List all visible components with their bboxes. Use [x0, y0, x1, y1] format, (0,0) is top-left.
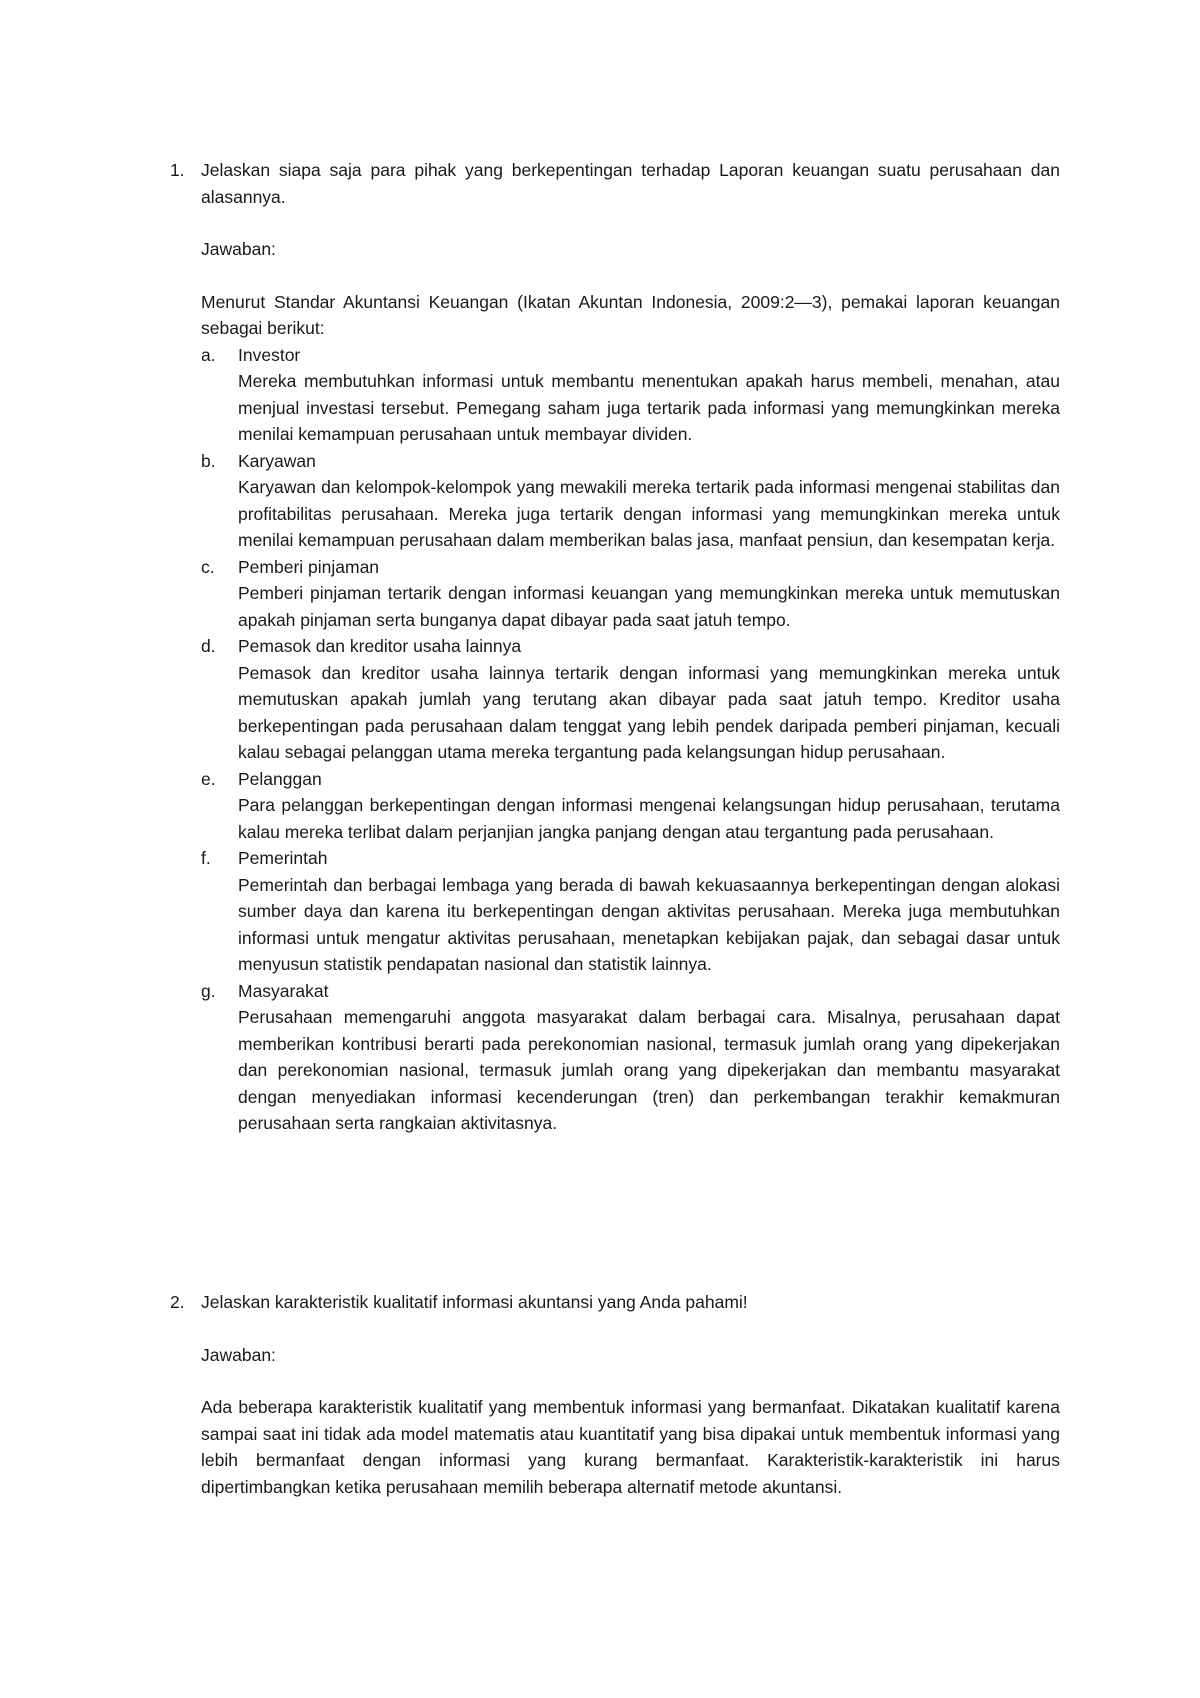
list-item-letter: d. — [201, 636, 216, 656]
question-number: 2. — [170, 1292, 185, 1312]
question-body — [201, 1289, 1060, 1500]
list-item-description: Mereka membutuhkan informasi untuk membantu menentukan apakah harus membeli, menahan, atau menjual investasi tersebut. Pemegang saham juga tertarik pada informasi yang memungkinkan mereka menilai kemampuan perusahaan untuk membayar dividen. — [238, 371, 1060, 444]
question-text: Jelaskan siapa saja para pihak yang berkepentingan terhadap Laporan keuangan suatu perusahaan dan alasannya. — [201, 160, 1060, 207]
list-item-letter: g. — [201, 980, 216, 1001]
list-item-description: Pemasok dan kreditor usaha lainnya tertarik dengan informasi yang memungkinkan mereka untuk memutuskan apakah jumlah yang terutang akan dibayar pada saat jatuh tempo. Kreditor usaha berkepentingan pada perusahaan dalam tenggat yang lebih pendek daripada pemberi pinjaman, kecuali kalau sebagai pelanggan utama mereka tergantung pada kelangsungan hidup perusahaan. — [238, 662, 1060, 762]
list-item-title: Pemerintah — [238, 848, 328, 868]
list-item-letter: a. — [201, 344, 216, 365]
question-body — [201, 157, 1060, 1137]
list-item-letter: e. — [201, 768, 216, 789]
list-item-description: Perusahaan memengaruhi anggota masyarakat dalam berbagai cara. Misalnya, perusahaan dapat memberikan kontribusi berarti pada perekonomian nasional, termasuk jumlah orang yang dipekerjakan dan perekonomian nasional, termasuk jumlah orang yang dipekerjakan dan membantu masyarakat dengan menyediakan informasi kecenderungan (tren) dan perkembangan terakhir kemakmuran perusahaan serta rangkaian aktivitasnya. — [238, 1007, 1060, 1133]
list-item-letter: c. — [201, 556, 215, 577]
answer-label: Jawaban: — [201, 239, 276, 259]
question-text: Jelaskan karakteristik kualitatif informasi akuntansi yang Anda pahami! — [201, 1292, 748, 1312]
question-number: 1. — [170, 160, 185, 180]
list-item-description: Pemerintah dan berbagai lembaga yang berada di bawah kekuasaannya berkepentingan dengan alokasi sumber daya dan karena itu berkepentingan dengan aktivitas perusahaan. Mereka juga membutuhkan informasi untuk mengatur aktivitas perusahaan, menetapkan kebijakan pajak, dan sebagai dasar untuk menyusun statistik pendapatan nasional dan statistik lainnya. — [238, 874, 1060, 974]
list-item — [201, 978, 1060, 1137]
list-item-description: Karyawan dan kelompok-kelompok yang mewakili mereka tertarik pada informasi mengenai stabilitas dan profitabilitas perusahaan. Mereka juga tertarik dengan informasi yang memungkinkan mereka untuk menilai kemampuan perusahaan dalam memberikan balas jasa, manfaat pensiun, dan kesempatan kerja. — [238, 477, 1060, 550]
list-item-title: Investor — [238, 344, 301, 365]
list-item-title: Masyarakat — [238, 980, 329, 1001]
list-item — [201, 766, 1060, 846]
answer-paragraph: Ada beberapa karakteristik kualitatif yang membentuk informasi yang bermanfaat. Dikatakan kualitatif karena sampai saat ini tidak ada model matematis atau kuantitatif yang bisa dipakai untuk membentuk informasi yang lebih bermanfaat dengan informasi yang kurang bermanfaat. Karakteristik-karakteristik ini harus dipertimbangkan ketika perusahaan memilih beberapa alternatif metode akuntansi. — [201, 1397, 1060, 1497]
list-item-letter: f. — [201, 848, 211, 868]
stakeholder-list — [201, 342, 1060, 1137]
list-item-description: Para pelanggan berkepentingan dengan informasi mengenai kelangsungan hidup perusahaan, terutama kalau mereka terlibat dalam perjanjian jangka panjang dengan atau tergantung pada perusahaan. — [238, 795, 1060, 842]
list-item-description: Pemberi pinjaman tertarik dengan informasi keuangan yang memungkinkan mereka untuk memutuskan apakah pinjaman serta bunganya dapat dibayar pada saat jatuh tempo. — [238, 583, 1060, 630]
answer-intro: Menurut Standar Akuntansi Keuangan (Ikatan Akuntan Indonesia, 2009:2—3), pemakai laporan keuangan sebagai berikut: — [201, 291, 1060, 338]
list-item — [201, 342, 1060, 448]
list-item — [201, 845, 1060, 978]
list-item — [201, 633, 1060, 766]
list-item — [201, 448, 1060, 554]
list-item-title: Pelanggan — [238, 768, 322, 789]
list-item-title: Pemasok dan kreditor usaha lainnya — [238, 636, 522, 656]
list-item-title: Pemberi pinjaman — [238, 556, 380, 577]
list-item — [201, 554, 1060, 634]
question-1 — [170, 157, 1060, 1137]
list-item-title: Karyawan — [238, 450, 316, 471]
question-2 — [170, 1289, 1060, 1500]
answer-label: Jawaban: — [201, 1344, 276, 1365]
list-item-letter: b. — [201, 450, 216, 471]
